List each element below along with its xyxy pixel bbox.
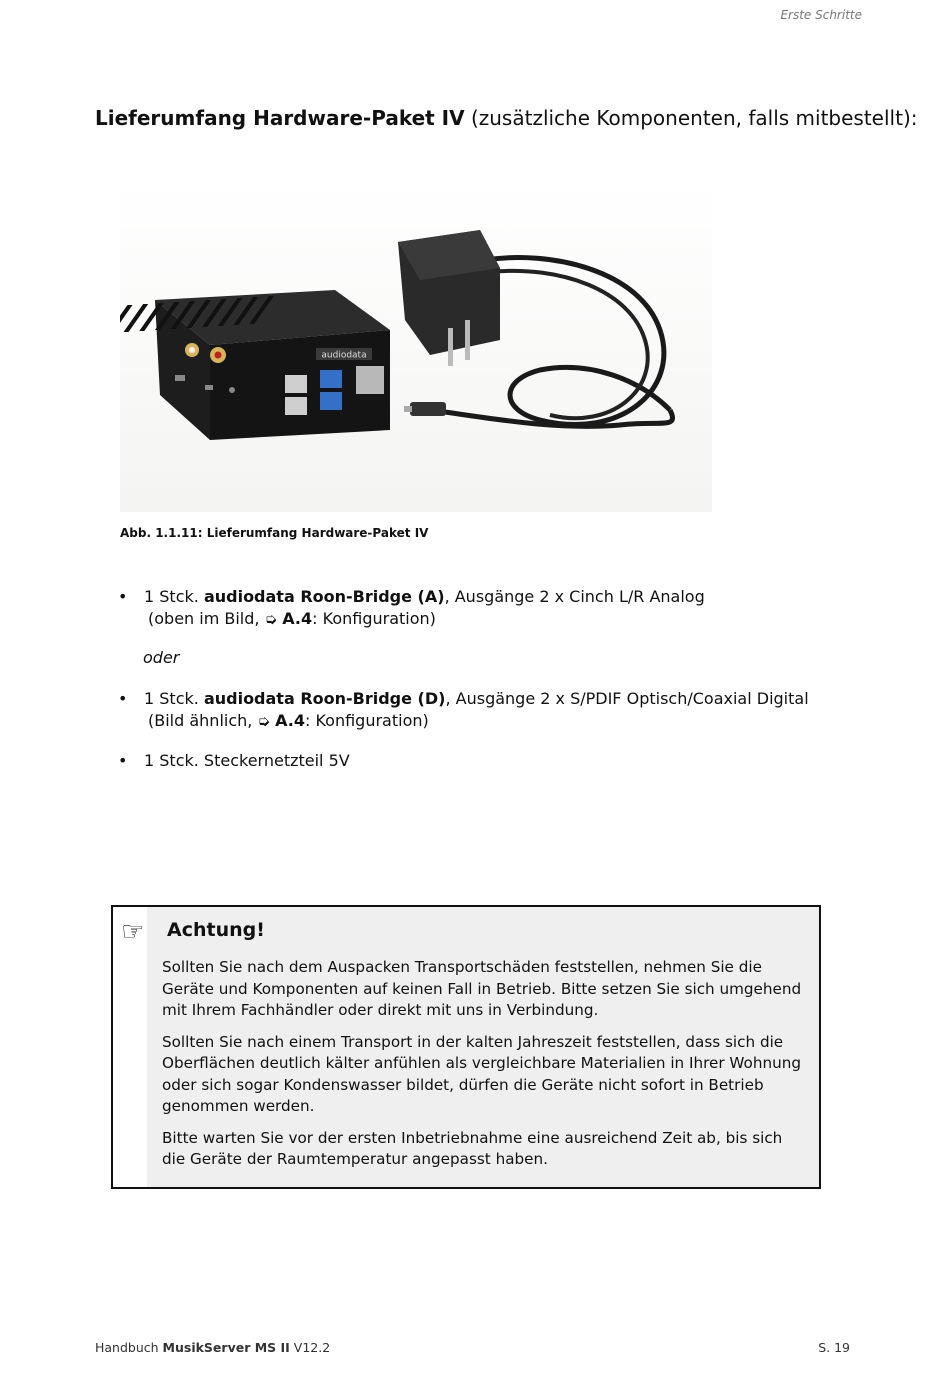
pointing-hand-icon: ☞	[121, 917, 145, 947]
usb3-port-2	[320, 392, 342, 410]
item-bold: audiodata Roon-Bridge (D)	[203, 689, 446, 708]
delivery-list-continued	[118, 688, 838, 772]
usb-c-plug	[410, 402, 446, 416]
footer-manual-title	[95, 1340, 330, 1355]
warning-paragraph: Sollten Sie nach einem Transport in der kalten Jahreszeit feststellen, dass sich die Oberflächen deutlich kälter anfühlen als vergleichbare Materialien in Ihrer Wohnung oder sich sogar Kondenswasser bildet, dürfen die Geräte nicht sofort in Betrieb genommen werden.	[162, 1032, 801, 1115]
product-photo	[120, 180, 712, 512]
warning-text	[162, 957, 810, 1181]
cross-reference-link[interactable]: A.4	[282, 609, 313, 628]
item-text: 1 Stck. Steckernetzteil 5V	[144, 751, 350, 770]
footer-version: V12.2	[289, 1340, 331, 1355]
footer-prefix: Handbuch	[95, 1340, 163, 1355]
list-item	[118, 586, 838, 630]
hdmi-port	[205, 385, 213, 390]
item-sub-text: (oben im Bild,	[148, 609, 265, 628]
section-title-rest: (zusätzliche Komponenten, falls mitbestellt):	[464, 106, 918, 130]
usb3-port-1	[320, 370, 342, 388]
usb-port-1	[285, 375, 307, 393]
bullet: •	[118, 689, 128, 708]
item-sub-text: (Bild ähnlich,	[148, 711, 258, 730]
item-sub-text: : Konfiguration)	[312, 609, 436, 628]
section-title	[95, 106, 917, 130]
list-item	[118, 750, 838, 772]
page-number: S. 19	[818, 1340, 850, 1355]
item-text: 1 Stck.	[144, 587, 204, 606]
audio-jack	[229, 387, 235, 393]
usb-port-2	[285, 397, 307, 415]
plug-pin-1	[465, 320, 470, 360]
figure-caption: Abb. 1.1.11: Lieferumfang Hardware-Paket IV	[120, 526, 429, 540]
warning-paragraph: Sollten Sie nach dem Auspacken Transportschäden feststellen, nehmen Sie die Geräte und Komponenten auf keinen Fall in Betrieb. Bitte setzen Sie sich umgehend mit Ihrem Fachhändler oder direkt mit uns in Verbindung.	[162, 958, 802, 1019]
item-bold: audiodata Roon-Bridge (A)	[203, 587, 445, 606]
item-text: 1 Stck.	[144, 689, 204, 708]
plug-pin-2	[448, 328, 453, 366]
footer-product: MusikServer MS II	[162, 1340, 290, 1355]
ethernet-port	[356, 366, 384, 394]
usb-c-tip	[404, 406, 412, 412]
cross-reference-link[interactable]: A.4	[275, 711, 305, 730]
warning-paragraph: Bitte warten Sie vor der ersten Inbetriebnahme eine ausreichend Zeit ab, bis sich die Geräte der Raumtemperatur angepasst haben.	[162, 1128, 783, 1168]
item-text: , Ausgänge 2 x S/PDIF Optisch/Coaxial Digital	[445, 689, 809, 708]
item-sub-text: : Konfiguration)	[305, 711, 429, 730]
running-header: Erste Schritte	[780, 8, 862, 22]
micro-port	[175, 375, 185, 381]
item-text: , Ausgänge 2 x Cinch L/R Analog	[444, 587, 705, 606]
device-label: audiodata	[321, 350, 367, 361]
warning-box	[111, 905, 821, 1189]
list-item	[118, 688, 838, 750]
bullet: •	[118, 587, 128, 606]
bullet: •	[118, 751, 128, 770]
arrow-icon: ➭	[264, 610, 278, 628]
or-separator: oder	[143, 648, 180, 667]
section-title-bold: Lieferumfang Hardware-Paket IV	[95, 106, 465, 130]
delivery-list	[118, 586, 838, 630]
product-photo-svg	[120, 180, 712, 512]
warning-box-margin	[113, 907, 147, 1187]
warning-heading: Achtung!	[167, 919, 265, 941]
arrow-icon: ➭	[257, 712, 271, 730]
